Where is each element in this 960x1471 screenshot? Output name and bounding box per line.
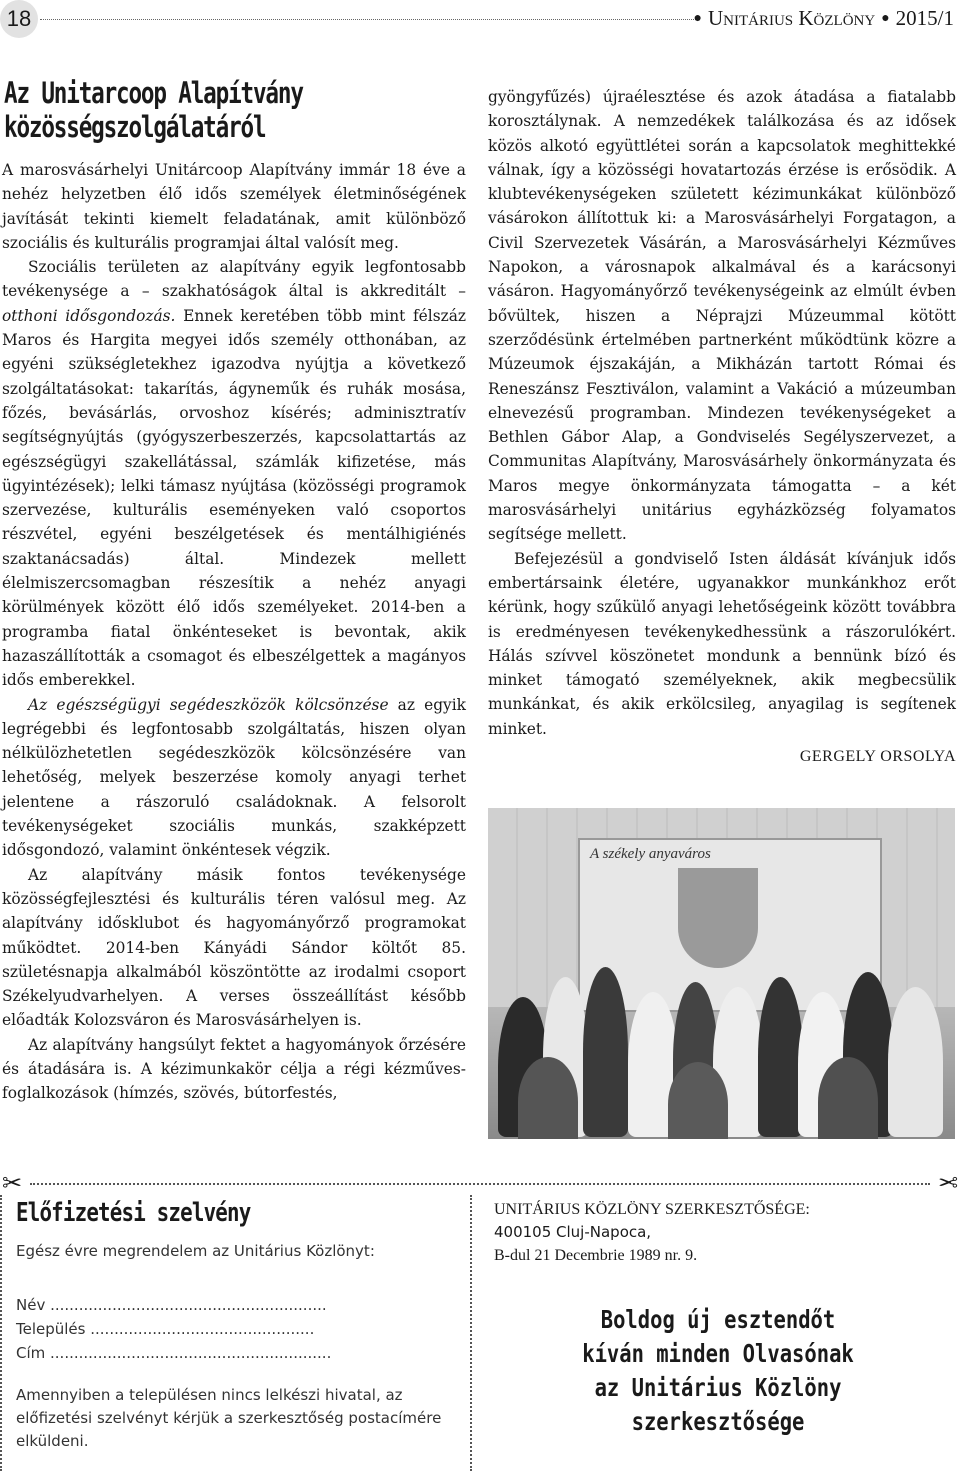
paragraph xyxy=(2,693,466,863)
group-photo xyxy=(488,808,955,1139)
title-line-2: közösségszolgálatáról xyxy=(4,110,266,144)
bullet-icon: ● xyxy=(693,11,702,26)
person xyxy=(758,977,803,1137)
address-line-2: 400105 Cluj-Napoca, xyxy=(494,1223,652,1241)
coupon-note: Amennyiben a településen nincs lelkészi hivatal, az előfizetési szelvényt kérjük a szerkesztőség postacímére elküldeni. xyxy=(16,1386,442,1450)
person xyxy=(518,1057,578,1139)
person xyxy=(818,1057,878,1139)
photo-banner-text: A székely anyaváros xyxy=(590,846,711,862)
paragraph: A marosvásárhelyi Unitárcoop Alapítvány immár 18 éve a nehéz helyzetben élő idős személyek életminőségének javítását tekinti kiemelt feladatának, amit különböző szociális és kulturális programjai által valósít meg. xyxy=(2,161,466,252)
paragraph: gyöngyfűzés) újraélesztése és azok átadása a fiatalabb korosztálynak. A nemzedékek találkozása és az idősek közös alkotó együttlétei során a kapcsolatok meghittekké válnak, így a közösségi hovatartozás érzése is erősödik. A klubtevékenységeken született kézimunkákat különböző vásárokon állítottuk ki: a Marosvásárhelyi Forgatagon, a Civil Szervezetek Vásárán, a Marosvásárhelyi Kézműves Napokon, a városnapok alkalmával és a karácsonyi vásáron. Hagyományőrző tevékenységeink az elmúlt évben bővültek, hiszen a Néprajzi Múzeummal kötött szerződésünk értelmében partnerként működtünk közre a Múzeumok éjszakáján, a Mikházán tartott Római és Reneszánsz Fesztiválon, valamint a Vakáció a múzeumban elnevezésű programban. Mindezen tevékenységeket a Bethlen Gábor Alap, a Gondviselés Segélyszervezet, a Communitas Alapítvány, Marosvásárhely önkormányzata és Maros megye önkormányzata támogatta – a két marosvásárhelyi unitárius egyházközség folyamatos segítsége mellett. xyxy=(488,88,956,544)
scissors-icon: ✂ xyxy=(2,1169,23,1197)
greeting-line-2: kíván minden Olvasónak xyxy=(582,1339,854,1368)
scissors-icon: ✂ xyxy=(937,1169,958,1197)
address-line-3: B-dul 21 Decembrie 1989 nr. 9. xyxy=(494,1247,698,1264)
coupon-order-text: Egész évre megrendelem az Unitárius Közlönyt: xyxy=(16,1242,375,1260)
page-number: 18 xyxy=(0,0,38,38)
paragraph: Az alapítvány másik fontos tevékenysége közösségfejlesztési és kulturális téren valósul meg. Az alapítvány idősklubot és hagyományőrző programokat működtet. 2014-ben Kányádi Sándor költőt 85. születésnapja alkalmából köszöntötte az irodalmi csoport Székelyudvarhelyen. A verses összeállítást később előadták Kolozsváron és Marosvásárhelyen is. xyxy=(2,865,466,1030)
person xyxy=(668,1062,728,1139)
running-header xyxy=(687,6,954,31)
title-line-1: Az Unitarcoop Alapítvány xyxy=(4,76,303,110)
article-title xyxy=(4,76,472,144)
cut-line xyxy=(30,1183,930,1185)
coupon-field-address[interactable]: Cím ........................................................... xyxy=(16,1344,332,1362)
emphasis: otthoni idősgondozás. xyxy=(2,306,176,325)
text: az egyik legrégebbi és legfontosabb szolgáltatás, hiszen olyan nélkülözhetetlen segédeszközök kölcsönzésére van lehetőség, melyek beszerzése komoly anyagi terhet jelentene a rászoruló családoknak. A felsorolt tevékenységeket szociális munkás, szakképzett idősgondozó, valamint önkéntesek végzik. xyxy=(2,695,466,860)
paragraph: Az alapítvány hangsúlyt fektet a hagyományok őrzésére és átadására is. A kézimunkakör célja a régi kézműves-foglalkozások (hímzés, szövés, bútorfestés, xyxy=(2,1035,466,1103)
editorial-address xyxy=(494,1198,810,1267)
greeting-line-3: az Unitárius Közlöny xyxy=(594,1373,842,1402)
header-rule xyxy=(40,19,700,20)
article-column-left xyxy=(2,158,466,1106)
article-author: GERGELY ORSOLYA xyxy=(799,748,956,766)
person xyxy=(583,967,628,1137)
coupon-field-place[interactable]: Település ............................................... xyxy=(16,1320,315,1338)
person xyxy=(888,987,943,1137)
paragraph: Befejezésül a gondviselő Isten áldását kívánjuk idős embertársaink életére, ugyanakkor munkánkhoz erőt kérünk, hogy szűkülő anyagi lehetőségeink között továbbra is eredményesen tevékenykedhessünk a rászorulókért. Hálás szívvel köszönetet mondunk a bennünk bízó és minket támogató személyeknek, akik megbecsülik munkánkat, és akik erkölcsileg, anyagilag is segítenek minket. xyxy=(488,549,956,738)
photo-people xyxy=(488,957,955,1139)
coat-of-arms xyxy=(678,868,758,968)
article-column-right xyxy=(488,85,956,769)
greeting-line-4: szerkesztősége xyxy=(631,1407,805,1436)
coupon-title: Előfizetési szelvény xyxy=(16,1198,251,1228)
greeting-line-1: Boldog új esztendőt xyxy=(600,1305,836,1334)
new-year-greeting xyxy=(579,1303,858,1439)
text: Ennek keretében több mint félszáz Maros és Hargita megyei idős személy otthonában, az egyéni szükségletekhez igazodva nyújtja a következő szolgáltatásokat: takarítás, ágyneműk és ruhák mosása, főzés, bevásárlás, orvoshoz kísérés; adminisztratív segítségnyújtás (gyógyszerbeszerzés, kapcsolattartás az egészségügyi szakellátással, számlák kifizetése, más ügyintézések); lelki támasz nyújtása (közösségi programok szervezése, kulturális eseményeken való csoportos részvétel, egyéni beszélgetések és mentálhigiénés szaktanácsadás) által. Mindezek mellett élelmiszercsomagban részesítik a nehéz anyagi körülmények között élő idős személyeket. 2014-ben a programba fiatal önkénteseket is bevontak, akik hazaszállították a csomagot és elbeszélgettek a magányos idős emberekkel. xyxy=(2,306,466,690)
issue-number: 2015/1 xyxy=(895,6,954,30)
address-line-1: UNITÁRIUS KÖZLÖNY SZERKESZTŐSÉGE: xyxy=(494,1201,810,1218)
bullet-icon: ● xyxy=(881,11,890,26)
emphasis: Az egészségügyi segédeszközök kölcsönzése xyxy=(28,695,389,714)
paragraph xyxy=(2,255,466,692)
coupon-field-name[interactable]: Név .......................................................... xyxy=(16,1296,327,1314)
publication-name: Unitárius Közlöny xyxy=(707,6,876,30)
text: Szociális területen az alapítvány egyik legfontosabb tevékenysége a – szakhatóságok által is akkreditált – xyxy=(2,258,466,301)
